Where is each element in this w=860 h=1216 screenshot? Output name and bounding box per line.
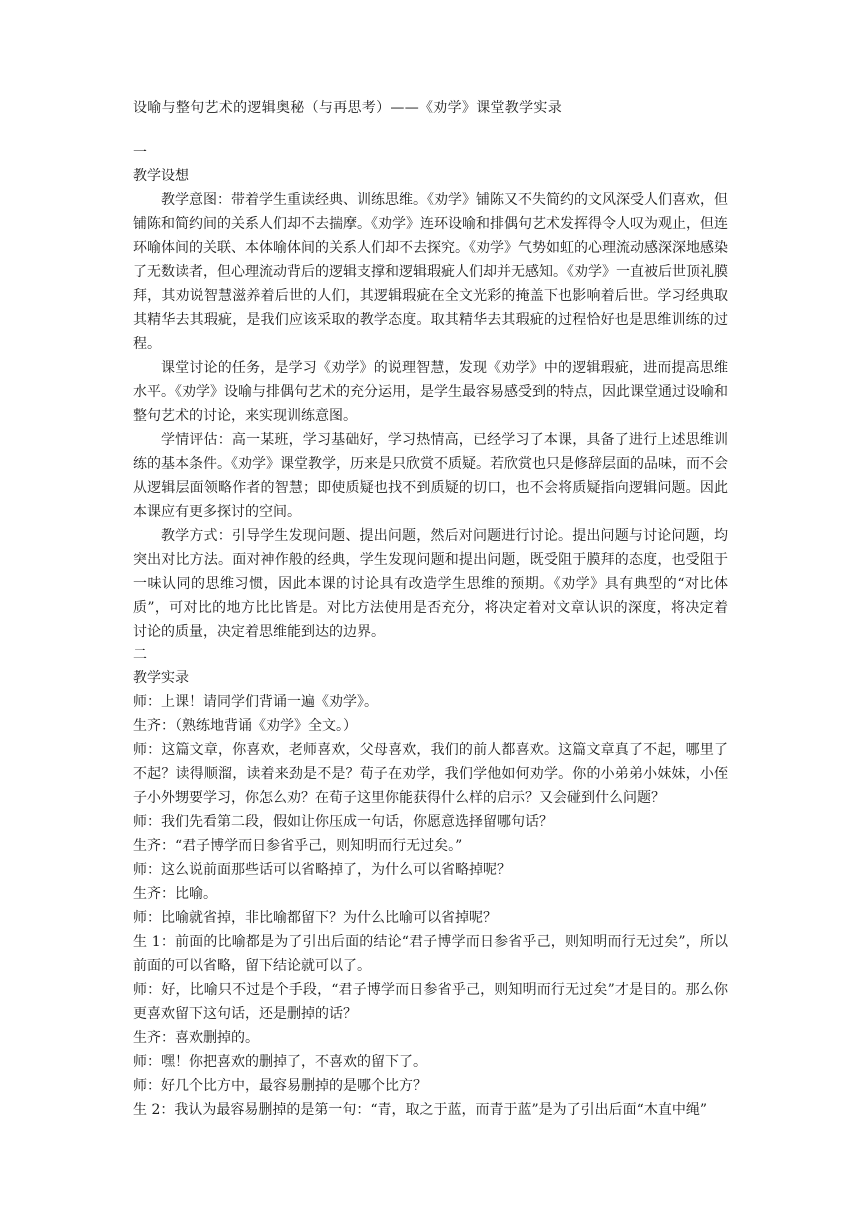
section-1-heading: 教学设想 [133,168,189,184]
transcript-line: 生齐：喜欢删掉的。 [133,1030,259,1046]
transcript-line: 师：比喻就省掉，非比喻都留下？为什么比喻可以省掉呢？ [133,910,497,926]
paragraph-teaching-method: 教学方式：引导学生发现问题、提出问题，然后对问题进行讨论。提出问题与讨论问题，均突出对比方法。面对神作般的经典，学生发现问题和提出问题，既受阻于膜拜的态度，也受阻于一味认同的思维习惯，因此本课的讨论具有改造学生思维的预期。《劝学》具有典型的“对比体质”，可对比的地方比比皆是。对比方法使用是否充分，将决定着对文章认识的深度，将决定着讨论的质量，决定着思维能到达的边界。 [133,528,728,640]
transcript-line: 生 1：前面的比喻都是为了引出后面的结论“君子博学而日参省乎己，则知明而行无过矣”，所以前面的可以省略，留下结论就可以了。 [133,934,728,974]
paragraph-learner-assessment: 学情评估：高一某班，学习基础好，学习热情高，已经学习了本课，具备了进行上述思维训练的基本条件。《劝学》课堂教学，历来是只欣赏不质疑。若欣赏也只是修辞层面的品味，而不会从逻辑层面领略作者的智慧；即使质疑也找不到质疑的切口，也不会将质疑指向逻辑问题。因此本课应有更多探讨的空间。 [133,432,728,520]
transcript-line: 师：上课！请同学们背诵一遍《劝学》。 [133,694,378,710]
document-page [133,96,728,1122]
section-1-marker: 一 [133,145,147,161]
paragraph-task: 课堂讨论的任务，是学习《劝学》的说理智慧，发现《劝学》中的逻辑瑕疵，进而提高思维水平。《劝学》设喻与排偶句艺术的充分运用，是学生最容易感受到的特点，因此课堂通过设喻和整句艺术的讨论，来实现训练意图。 [133,360,728,424]
transcript-line: 师：这么说前面那些话可以省略掉了，为什么可以省略掉呢？ [133,862,511,878]
section-2-marker: 二 [133,647,147,663]
section-2-heading: 教学实录 [133,670,189,686]
document-title: 设喻与整句艺术的逻辑奥秘（与再思考）——《劝学》课堂教学实录 [133,100,562,116]
transcript-line: 师：好，比喻只不过是个手段，“君子博学而日参省乎己，则知明而行无过矣”才是目的。那么你更喜欢留下这句话，还是删掉的话？ [133,982,728,1022]
transcript-line: 生 2：我认为最容易删掉的是第一句：“青，取之于蓝，而青于蓝”是为了引出后面“木直中绳” [133,1102,707,1118]
paragraph-intent: 教学意图：带着学生重读经典、训练思维。《劝学》铺陈又不失简约的文风深受人们喜欢，但铺陈和简约间的关系人们却不去揣摩。《劝学》连环设喻和排偶句艺术发挥得令人叹为观止，但连环喻体间的关联、本体喻体间的关系人们却不去探究。《劝学》气势如虹的心理流动感深深地感染了无数读者，但心理流动背后的逻辑支撑和逻辑瑕疵人们却并无感知。《劝学》一直被后世顶礼膜拜，其劝说智慧滋养着后世的人们，其逻辑瑕疵在全文光彩的掩盖下也影响着后世。学习经典取其精华去其瑕疵，是我们应该采取的教学态度。取其精华去其瑕疵的过程恰好也是思维训练的过程。 [133,192,728,352]
transcript-line: 师：好几个比方中，最容易删掉的是哪个比方？ [133,1078,427,1094]
transcript-line: 师：嘿！你把喜欢的删掉了，不喜欢的留下了。 [133,1054,427,1070]
transcript-line: 师：这篇文章，你喜欢，老师喜欢，父母喜欢，我们的前人都喜欢。这篇文章真了不起，哪里了不起？读得顺溜，读着来劲是不是？荀子在劝学，我们学他如何劝学。你的小弟弟小妹妹，小侄子小外甥要学习，你怎么劝？在荀子这里你能获得什么样的启示？又会碰到什么问题？ [133,742,728,806]
transcript-line: 生齐：（熟练地背诵《劝学》全文。） [133,718,357,734]
transcript-line: 生齐：比喻。 [133,886,217,902]
transcript-line: 师：我们先看第二段，假如让你压成一句话，你愿意选择留哪句话？ [133,814,553,830]
transcript-line: 生齐：“君子博学而日参省乎己，则知明而行无过矣。” [133,838,463,854]
